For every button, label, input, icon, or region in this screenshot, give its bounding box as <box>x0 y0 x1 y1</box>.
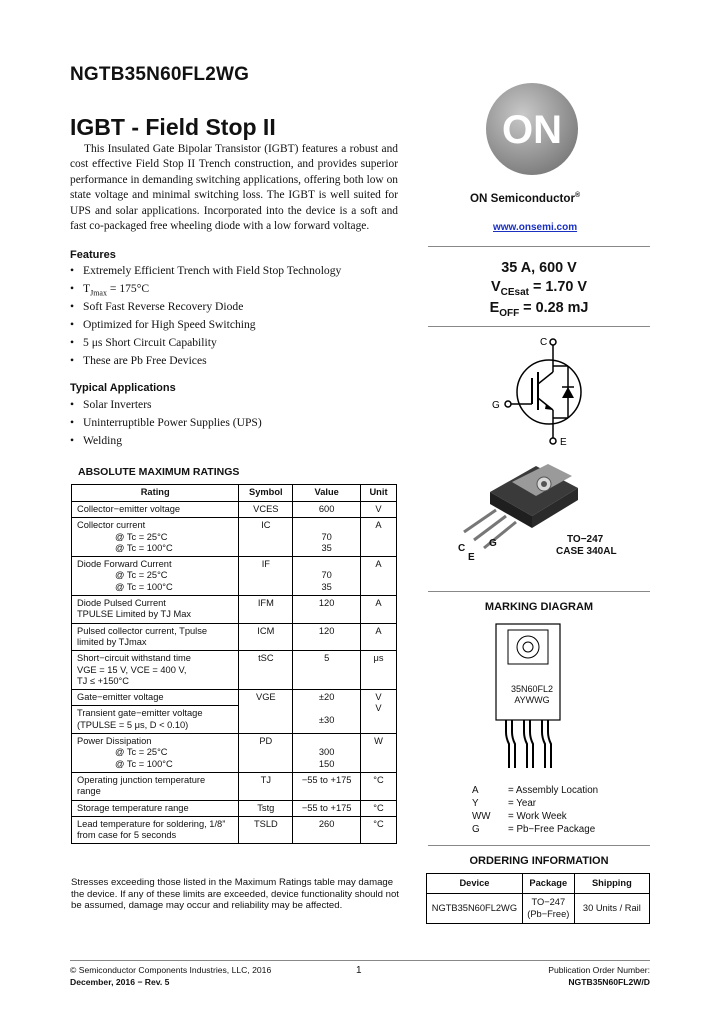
package-name: TO−247 <box>567 534 604 545</box>
brand-name: ON Semiconductor® <box>470 192 581 205</box>
footer-pub-label: Publication Order Number: <box>548 965 650 975</box>
marking-text: 35N60FL2 AYWWG <box>510 684 554 705</box>
spec-vcesat: $V_{CEsat} = 1.70$ V <box>491 279 587 298</box>
footer-date: December, 2016 − Rev. 5 <box>70 977 170 987</box>
document-title: IGBT - Field Stop II <box>70 114 276 140</box>
divider <box>428 246 650 247</box>
marking-legend <box>472 784 598 836</box>
table-row: Operating junction temperature range TJ −55 to +175 °C <box>72 772 397 800</box>
package-case: CASE 340AL <box>556 546 617 557</box>
igbt-schematic <box>488 332 598 450</box>
list-item: • Solar Inverters <box>70 396 262 414</box>
list-item: • Extremely Efficient Trench with Field Stop Technology <box>70 262 341 280</box>
on-logo <box>485 82 579 176</box>
logo-text: ON <box>502 108 562 152</box>
pkg-pin-c: C <box>458 543 466 554</box>
legend-row: WW = Work Week <box>472 811 567 822</box>
page-number: 1 <box>356 965 362 976</box>
pin-c-label: C <box>540 337 548 348</box>
pin-e-label: E <box>560 437 567 448</box>
divider <box>428 845 650 846</box>
table-header-row <box>72 485 397 502</box>
features-heading: Features <box>70 249 116 261</box>
list-item: • $T_{Jmax} = 175^\circ C$ <box>70 280 341 298</box>
intro-paragraph: This Insulated Gate Bipolar Transistor (IGBT) features a robust and cost effective Field Stop II Trench construction, and provides superior performance in demanding switching applications, offering both low on state voltage and minimal switching loss. The IGBT is well suited for UPS and solar applications. Incorporated into the device is a soft and fast co-packaged free wheeling diode with a low forward voltage. <box>70 143 398 233</box>
footer-pub-number: NGTB35N60FL2W/D <box>568 977 650 987</box>
list-item: • Uninterruptible Power Supplies (UPS) <box>70 414 262 432</box>
list-item: • Soft Fast Reverse Recovery Diode <box>70 298 341 316</box>
divider <box>428 326 650 327</box>
max-ratings-title: ABSOLUTE MAXIMUM RATINGS <box>78 466 240 478</box>
legend-row: A = Assembly Location <box>472 785 599 796</box>
pin-g-label: G <box>492 400 500 411</box>
table-row: Diode Forward Current @ Tc = 25°C @ Tc = 100°C IF 70 35 A <box>72 557 397 596</box>
table-row: Diode Pulsed Current TPULSE Limited by TJ Max IFM 120 A <box>72 596 397 624</box>
table-row: Pulsed collector current, Tpulse limited by TJmax ICM 120 A <box>72 623 397 651</box>
list-item: • Optimized for High Speed Switching <box>70 316 341 334</box>
col-header: Unit <box>361 485 397 502</box>
max-ratings-table <box>71 484 397 844</box>
footer-divider <box>70 960 650 961</box>
website-link[interactable]: www.onsemi.com <box>493 222 578 233</box>
col-header: Value <box>293 485 361 502</box>
legend-row: Y = Year <box>472 798 537 809</box>
list-item: • 5 μs Short Circuit Capability <box>70 334 341 352</box>
table-row: Gate−emitter voltage Transient gate−emitter voltage (TPULSE = 5 μs, D < 0.10) VGE ±20 ±30 V V <box>72 690 397 734</box>
table-header-row: Device Package Shipping <box>427 874 650 894</box>
footer-copyright: © Semiconductor Components Industries, LLC, 2016 <box>70 965 272 975</box>
spec-rating: 35 A, 600 V <box>501 260 577 276</box>
marking-title: MARKING DIAGRAM <box>484 601 594 613</box>
applications-list <box>70 396 262 450</box>
part-number: NGTB35N60FL2WG <box>70 64 250 85</box>
divider <box>428 591 650 592</box>
table-row: Storage temperature range Tstg −55 to +175 °C <box>72 800 397 816</box>
features-list <box>70 262 341 370</box>
table-row: Lead temperature for soldering, 1/8” from case for 5 seconds TSLD 260 °C <box>72 816 397 844</box>
list-item: • Welding <box>70 432 262 450</box>
pkg-pin-g: G <box>489 538 497 549</box>
table-row: Collector−emitter voltage VCES 600 V <box>72 502 397 518</box>
ratings-note: Stresses exceeding those listed in the Maximum Ratings table may damage the device. If any of these limits are exceeded, device functionality should not be assumed, damage may occur and reliability may be affected. <box>71 877 399 912</box>
table-row: Power Dissipation @ Tc = 25°C @ Tc = 100°C PD 300 150 W <box>72 734 397 773</box>
ordering-title: ORDERING INFORMATION <box>469 855 609 867</box>
pkg-pin-e: E <box>468 552 475 563</box>
col-header: Symbol <box>239 485 293 502</box>
list-item: • These are Pb Free Devices <box>70 352 341 370</box>
legend-row: G = Pb−Free Package <box>472 824 596 835</box>
applications-heading: Typical Applications <box>70 382 176 394</box>
table-row: Collector current @ Tc = 25°C @ Tc = 100°C IC 70 35 A <box>72 518 397 557</box>
ordering-table <box>426 873 650 924</box>
spec-eoff: $E_{OFF} = 0.28$ mJ <box>489 300 589 319</box>
table-row: Short−circuit withstand time VGE = 15 V, VCE = 400 V, TJ ≤ +150°C tSC 5 μs <box>72 651 397 690</box>
table-row: NGTB35N60FL2WG TO−247 (Pb−Free) 30 Units / Rail <box>427 894 650 924</box>
col-header: Rating <box>72 485 239 502</box>
